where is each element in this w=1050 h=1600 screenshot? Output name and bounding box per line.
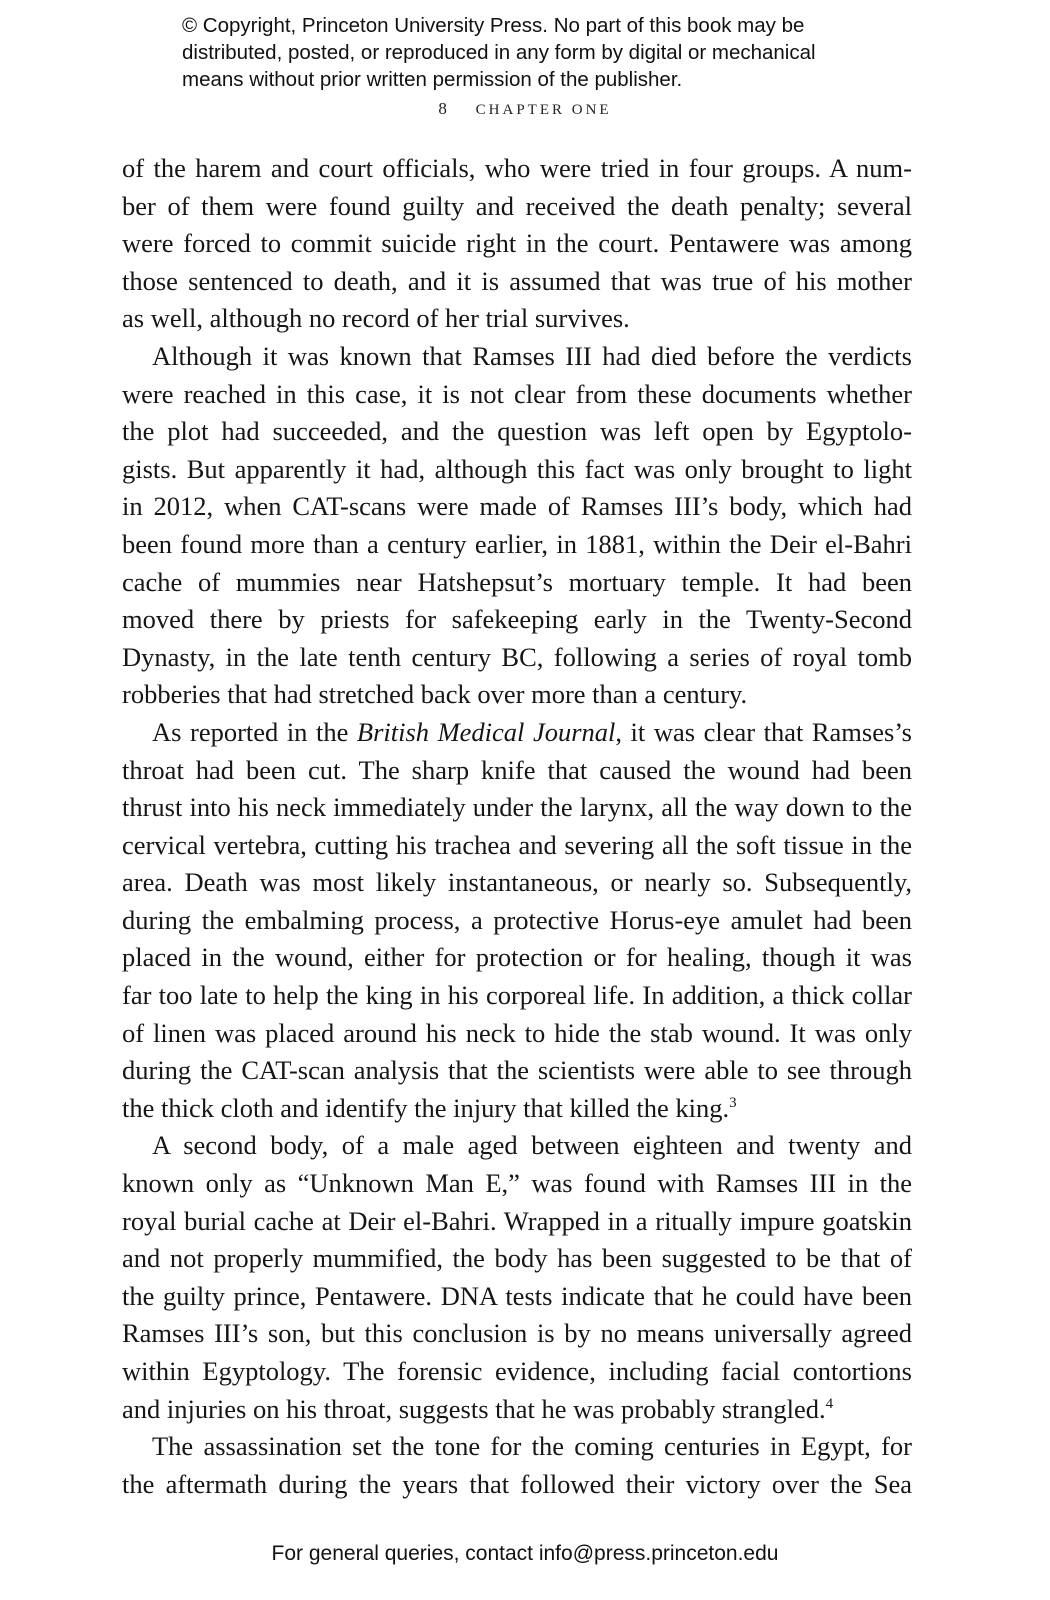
text-line: been found more than a century earlier, in 1881, within the Deir el-Bahri (122, 528, 912, 559)
text-line: known only as “Unknown Man E,” was found with Ramses III in the (122, 1168, 912, 1199)
text-line: during the embalming process, a protective Horus-eye amulet had been (122, 904, 912, 935)
text-segment: As reported in the (152, 716, 357, 747)
text-line: cervical vertebra, cutting his trachea and severing all the soft tissue in the (122, 829, 912, 860)
text-line: A second body, of a male aged between eighteen and twenty and (152, 1130, 912, 1161)
text-line: were forced to commit suicide right in the court. Pentawere was among (122, 228, 912, 259)
text-line: cache of mummies near Hatshepsut’s mortuary temple. It had been (122, 566, 912, 597)
text-line: those sentenced to death, and it is assumed that was true of his mother (122, 265, 912, 296)
text-line: during the CAT-scan analysis that the scientists were able to see through (122, 1055, 912, 1086)
copyright-line: means without prior written permission of the publisher. (182, 68, 683, 91)
text-line: far too late to help the king in his corporeal life. In addition, a thick collar (122, 980, 912, 1011)
text-line: of linen was placed around his neck to hide the stab wound. It was only (122, 1017, 912, 1048)
text-line (122, 1391, 912, 1429)
text-line (122, 1090, 912, 1128)
text-line: royal burial cache at Deir el-Bahri. Wrapped in a ritually impure goatskin (122, 1205, 912, 1236)
text-line: throat had been cut. The sharp knife that caused the wound had been (122, 754, 912, 785)
text-line: Dynasty, in the late tenth century BC, following a series of royal tomb (122, 641, 912, 672)
text-line: placed in the wound, either for protection or for healing, though it was (122, 942, 912, 973)
text-line: as well, although no record of her trial survives. (122, 303, 630, 334)
text-line: moved there by priests for safekeeping early in the Twenty-Second (122, 604, 912, 635)
text-line: ber of them were found guilty and received the death penalty; several (122, 190, 912, 221)
text-line: Ramses III’s son, but this conclusion is by no means universally agreed (122, 1318, 912, 1349)
text-line: of the harem and court officials, who were tried in four groups. A num- (122, 153, 912, 183)
text-line: robberies that had stretched back over more than a century. (122, 679, 748, 710)
copyright-notice (182, 12, 942, 93)
journal-title: British Medical Journal (356, 716, 616, 747)
text-segment: and injuries on his throat, suggests that he was probably strangled. (122, 1393, 826, 1424)
text-line: were reached in this case, it is not clear from these documents whether (122, 378, 912, 409)
text-line: the aftermath during the years that followed their victory over the Sea (122, 1468, 912, 1499)
text-line: thrust into his neck immediately under the larynx, all the way down to the (122, 792, 912, 823)
footer-contact: For general queries, contact info@press.princeton.edu (271, 1542, 779, 1565)
text-line: the guilty prince, Pentawere. DNA tests indicate that he could have been (122, 1280, 912, 1311)
copyright-line: © Copyright, Princeton University Press. No part of this book may be (182, 14, 805, 37)
text-line: within Egyptology. The forensic evidence, including facial contortions (122, 1356, 912, 1386)
footnote-marker: 3 (729, 1094, 737, 1111)
text-line: the plot had succeeded, and the question was left open by Egyptolo- (122, 416, 912, 447)
text-line: and not properly mummified, the body has been suggested to be that of (122, 1243, 912, 1274)
page-number: 8 (438, 99, 447, 118)
copyright-line: distributed, posted, or reproduced in any form by digital or mechanical (182, 41, 816, 64)
text-segment: the thick cloth and identify the injury that killed the king. (122, 1092, 730, 1123)
chapter-title: CHAPTER ONE (475, 102, 612, 118)
footnote-marker: 4 (825, 1395, 834, 1412)
text-line (122, 714, 912, 752)
text-line: The assassination set the tone for the coming centuries in Egypt, for (152, 1431, 912, 1462)
body-text (122, 150, 912, 1503)
text-line: Although it was known that Ramses III had died before the verdicts (152, 340, 912, 371)
text-line: area. Death was most likely instantaneous, or nearly so. Subsequently, (122, 867, 912, 898)
text-line: in 2012, when CAT-scans were made of Ramses III’s body, which had (122, 491, 912, 522)
running-head (0, 99, 1050, 119)
text-line: gists. But apparently it had, although this fact was only brought to light (122, 453, 912, 484)
text-segment: , it was clear that Ramses’s (615, 716, 912, 747)
